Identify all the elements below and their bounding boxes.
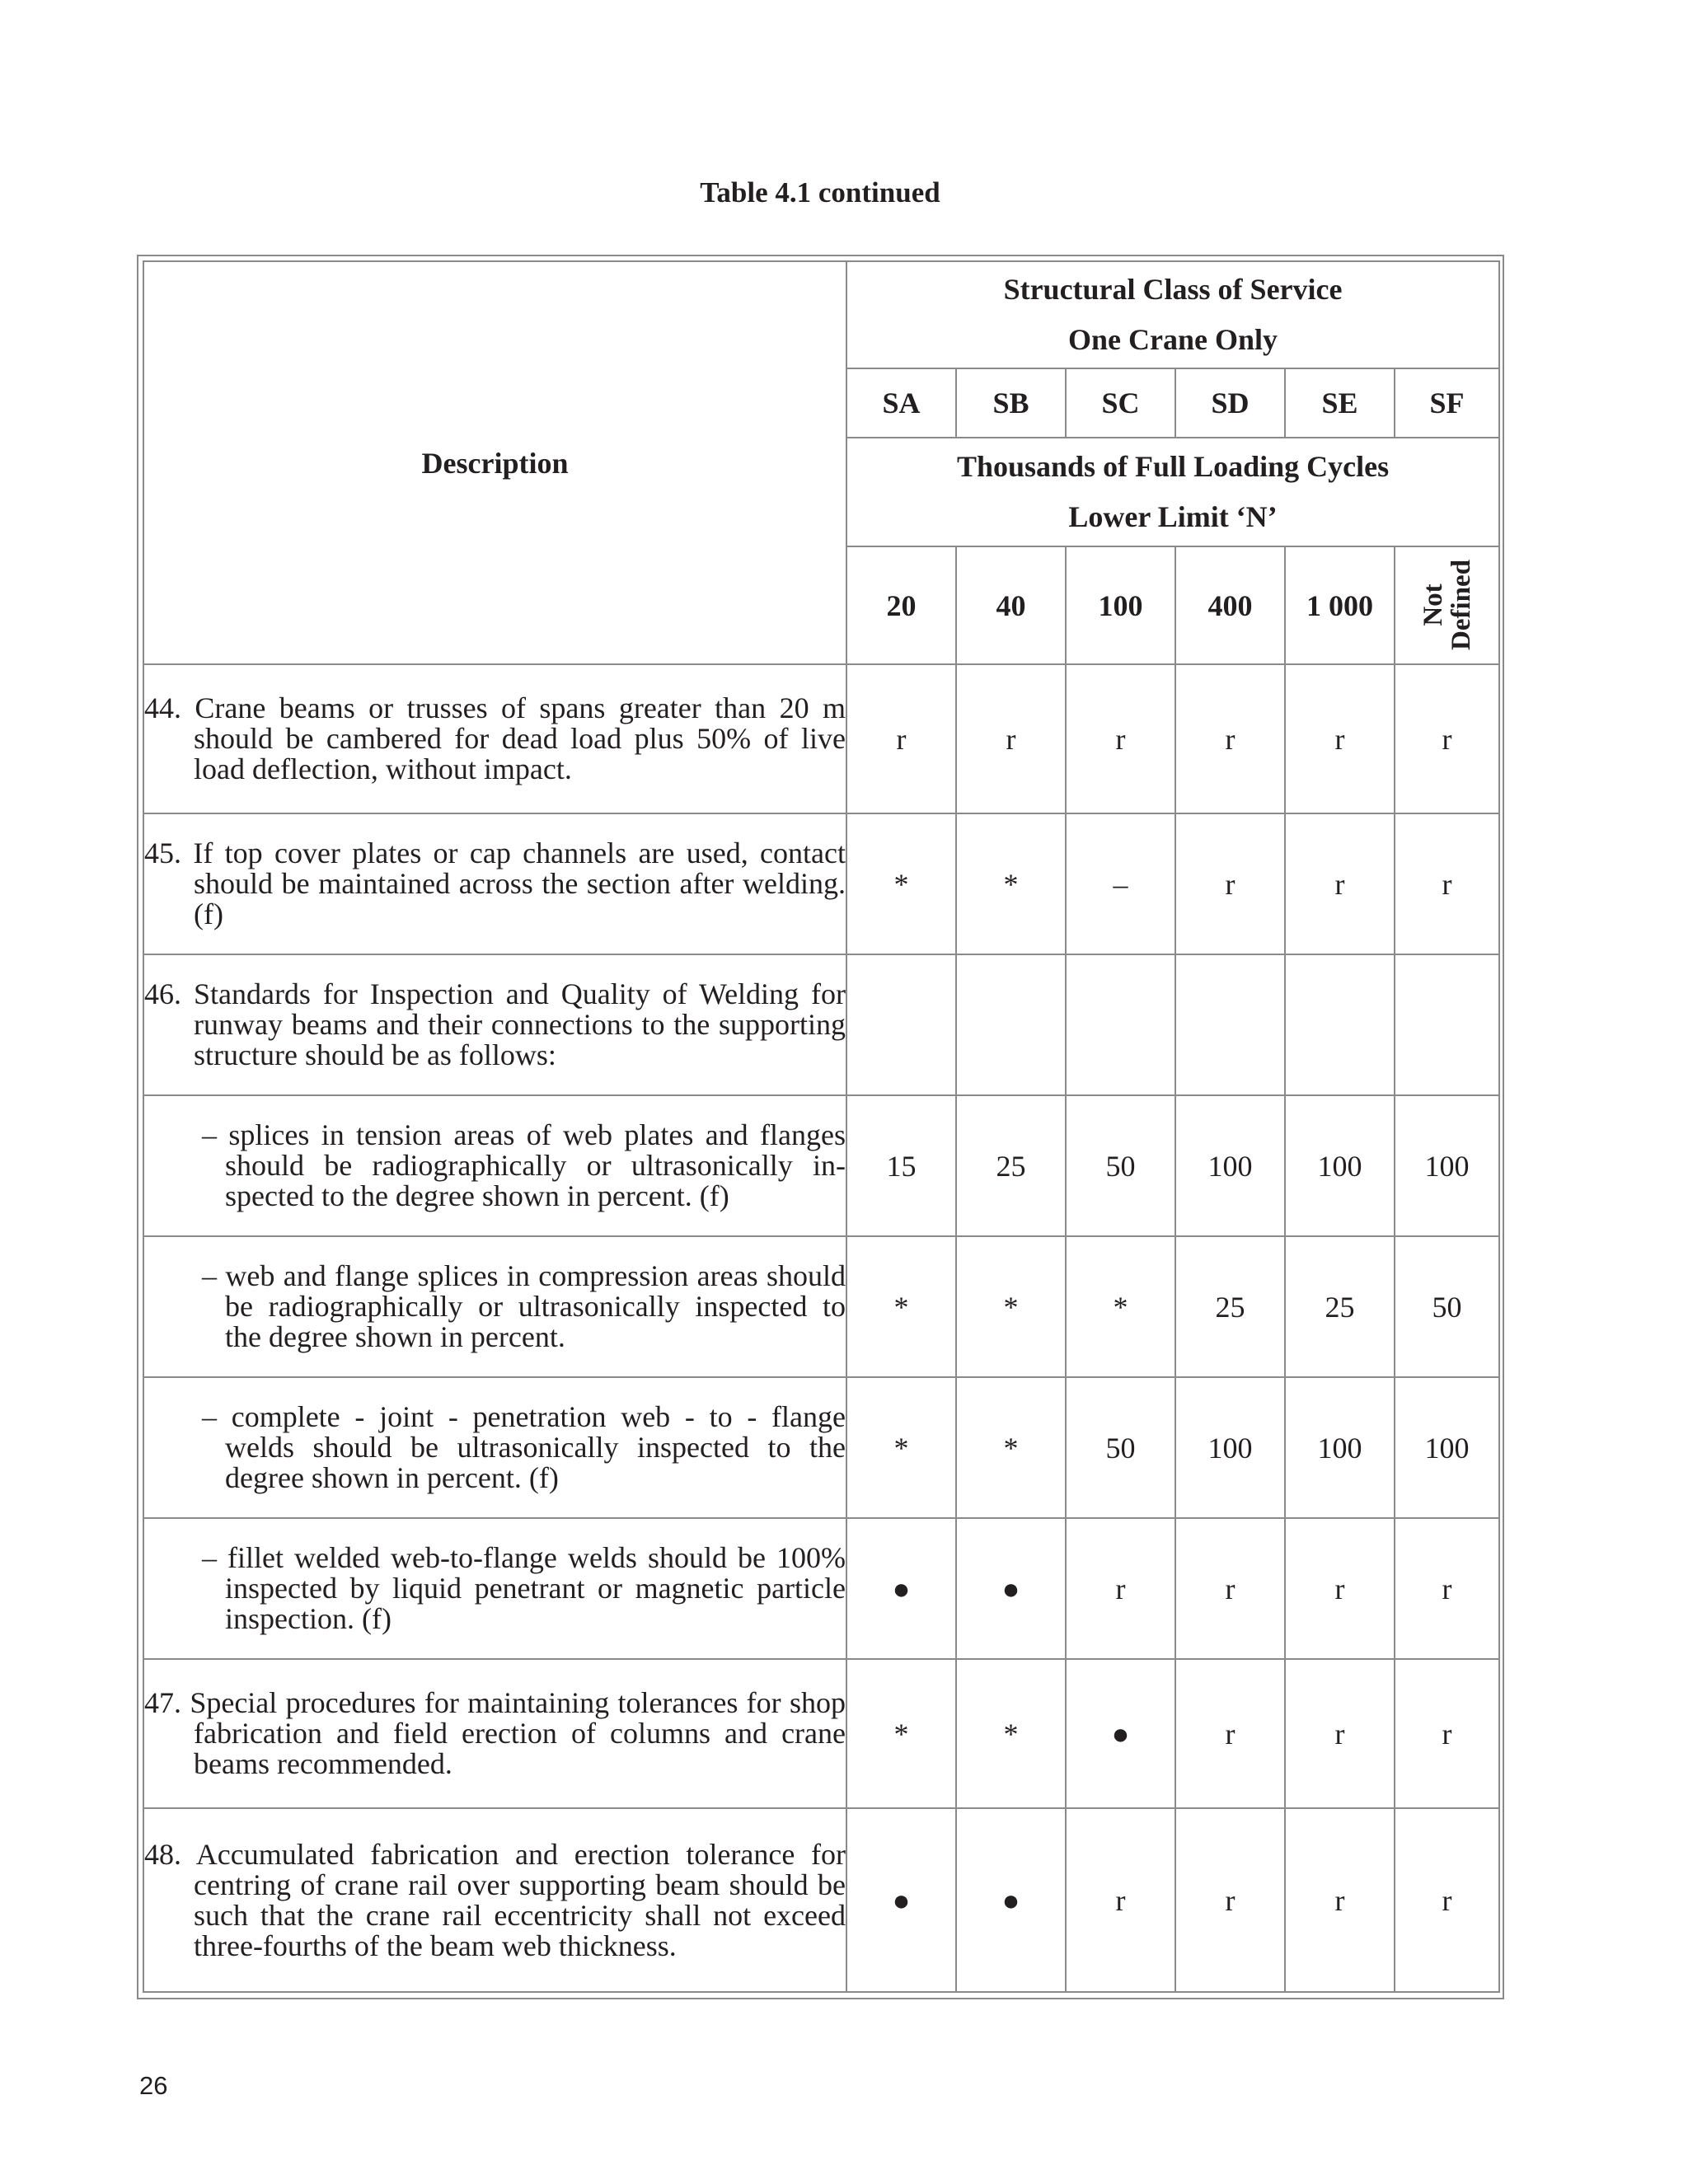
row-value-sf: r [1395,1518,1499,1659]
row-value-sf: r [1395,1659,1499,1808]
row-description [143,1236,846,1377]
row-value-sb: ● [956,1808,1066,1992]
table-row [143,664,1499,813]
class-code-sd: SD [1175,368,1285,438]
row-value-se: r [1285,1659,1395,1808]
row-value-se: r [1285,1518,1395,1659]
row-value-sb: * [956,1377,1066,1518]
requirements-table [143,260,1500,1993]
row-value-sc: r [1066,664,1175,813]
not-defined-line2: Defined [1446,559,1476,650]
row-text: – complete - joint - penetration web - to - flange welds should be ultrasonically inspected to the degree shown in percent. (f) [202,1400,846,1494]
row-value-sd: r [1175,664,1285,813]
row-value-sd: 100 [1175,1377,1285,1518]
row-text: 46. Standards for Inspection and Quality of Welding for runway beams and their connections to the supporting structure should be as follows: [144,977,846,1071]
row-value-sc: 50 [1066,1377,1175,1518]
row-value-sb: * [956,1659,1066,1808]
class-code-sc: SC [1066,368,1175,438]
row-value-sa: ● [846,1518,956,1659]
row-value-sd: 100 [1175,1095,1285,1236]
page-number: 26 [139,2071,168,2100]
row-value-se: 25 [1285,1236,1395,1377]
row-value-sf: r [1395,1808,1499,1992]
row-text: – web and flange splices in compression areas should be radiographically or ultrasonically inspected to the degree shown in percent. [202,1259,846,1353]
row-value-sd: 25 [1175,1236,1285,1377]
row-value-sf: r [1395,813,1499,954]
row-value-se: r [1285,813,1395,954]
row-value-sf [1395,954,1499,1095]
row-value-sa: * [846,1377,956,1518]
one-crane-only-title: One Crane Only [1068,323,1278,356]
row-value-se: r [1285,1808,1395,1992]
class-of-service-title: Structural Class of Service [1003,273,1343,306]
cycles-sa: 20 [846,546,956,664]
row-description [143,954,846,1095]
row-value-sc: r [1066,1518,1175,1659]
class-code-sf: SF [1395,368,1499,438]
row-description [143,1095,846,1236]
row-description [143,1518,846,1659]
table-row [143,1095,1499,1236]
row-value-sf: 100 [1395,1377,1499,1518]
row-value-sf: r [1395,664,1499,813]
class-code-sa: SA [846,368,956,438]
row-value-sa: * [846,1236,956,1377]
table-row [143,1659,1499,1808]
cycles-sb: 40 [956,546,1066,664]
row-value-sc: * [1066,1236,1175,1377]
row-value-se: 100 [1285,1095,1395,1236]
row-value-sc: – [1066,813,1175,954]
row-description [143,813,846,954]
row-value-sa [846,954,956,1095]
row-value-sf: 100 [1395,1095,1499,1236]
not-defined-line1: Not [1418,583,1448,626]
row-value-sb: r [956,664,1066,813]
row-value-sa: r [846,664,956,813]
row-description [143,664,846,813]
row-text: – fillet welded web-to-flange welds should be 100% inspected by liquid penetrant or magnetic particle inspection. (f) [202,1541,846,1635]
row-text: 44. Crane beams or trusses of spans greater than 20 m should be cambered for dead load plus 50% of live load deflection, without impact. [144,691,846,785]
cycles-sf-not-defined [1395,546,1499,664]
loading-cycles-title: Thousands of Full Loading Cycles [956,450,1390,483]
loading-cycles-header [846,438,1499,546]
row-value-sb: 25 [956,1095,1066,1236]
row-value-sa: 15 [846,1095,956,1236]
table-row [143,1808,1499,1992]
description-header: Description [143,261,846,664]
table-row [143,813,1499,954]
class-code-se: SE [1285,368,1395,438]
row-value-sb: ● [956,1518,1066,1659]
row-value-se: 100 [1285,1377,1395,1518]
row-value-sd [1175,954,1285,1095]
row-text: 48. Accumulated fabrication and erection tolerance for centring of crane rail over supporting beam should be such that the crane rail eccentricity shall not exceed three-fourths of the beam web thickness. [144,1837,846,1962]
table-row [143,1236,1499,1377]
table-row [143,954,1499,1095]
row-text: 47. Special procedures for maintaining tolerances for shop fabrication and field erection of columns and crane beams recommended. [144,1686,846,1780]
cycles-se: 1 000 [1285,546,1395,664]
row-value-sc: r [1066,1808,1175,1992]
row-value-sc [1066,954,1175,1095]
row-value-sc: ● [1066,1659,1175,1808]
not-defined-label [1419,560,1475,650]
row-value-sb [956,954,1066,1095]
table-row [143,1377,1499,1518]
row-value-sa: * [846,813,956,954]
row-value-sf: 50 [1395,1236,1499,1377]
cycles-sd: 400 [1175,546,1285,664]
row-value-sb: * [956,1236,1066,1377]
row-value-sa: * [846,1659,956,1808]
row-value-sd: r [1175,1518,1285,1659]
row-value-sd: r [1175,1808,1285,1992]
row-value-sb: * [956,813,1066,954]
cycles-sc: 100 [1066,546,1175,664]
table-row [143,1518,1499,1659]
row-value-sd: r [1175,813,1285,954]
row-value-se [1285,954,1395,1095]
row-description [143,1808,846,1992]
row-value-sd: r [1175,1659,1285,1808]
class-code-sb: SB [956,368,1066,438]
row-value-se: r [1285,664,1395,813]
table-caption: Table 4.1 continued [700,176,940,209]
class-of-service-header [846,261,1499,368]
row-text: – splices in tension areas of web plates and flanges should be radiographically or ultrasonically in-spected to the degree shown in percent. (f) [202,1118,846,1212]
row-description [143,1377,846,1518]
row-description [143,1659,846,1808]
lower-limit-title: Lower Limit ‘N’ [1068,500,1278,533]
row-text: 45. If top cover plates or cap channels are used, contact should be maintained across the section after welding. (f) [144,837,846,930]
row-value-sa: ● [846,1808,956,1992]
row-value-sc: 50 [1066,1095,1175,1236]
